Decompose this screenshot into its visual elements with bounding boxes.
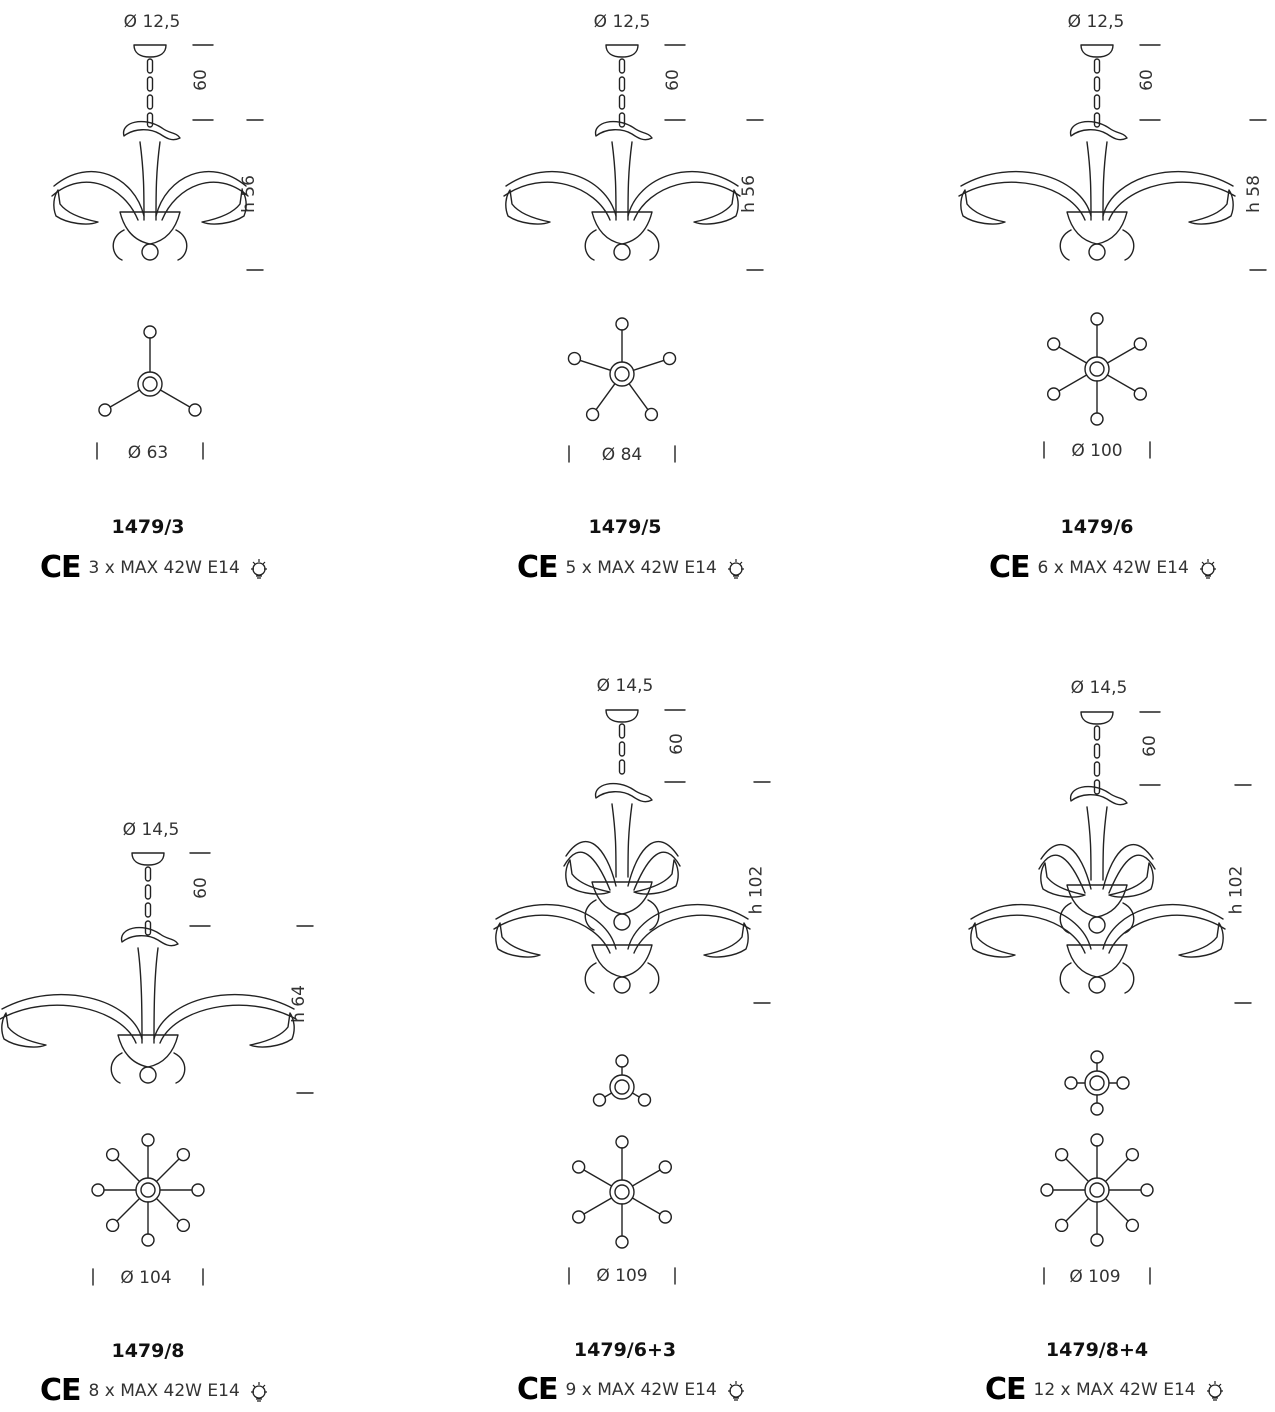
lamp-spec: 9 x MAX 42W E14 — [565, 1380, 717, 1400]
tier-curl — [585, 230, 596, 260]
tier-tulip — [694, 190, 738, 224]
chain-link — [148, 77, 153, 91]
plan-bulb — [1048, 338, 1060, 350]
chain-height-label: 60 — [662, 69, 683, 91]
plan-arm — [156, 1198, 179, 1221]
plan-arm — [605, 1093, 612, 1097]
canopy-diameter-label: Ø 12,5 — [593, 12, 651, 32]
plan-bulb — [1134, 388, 1146, 400]
plan-bulb — [177, 1219, 189, 1231]
tier-arm — [504, 182, 610, 220]
tier-tulip — [250, 1013, 294, 1047]
overall-diameter-label: Ø 104 — [120, 1268, 172, 1288]
crown-scroll — [596, 122, 652, 140]
upper-tier-bowl — [592, 882, 652, 914]
chain-link — [620, 77, 625, 91]
plan-bulb — [1065, 1077, 1077, 1089]
lower-tier-arm — [971, 905, 1091, 949]
tier-arm — [506, 172, 616, 216]
chain-height-label: 60 — [666, 733, 687, 755]
canopy-diameter-label: Ø 12,5 — [1067, 12, 1125, 32]
plan-arm — [1066, 1198, 1089, 1221]
tier-finial — [142, 244, 158, 260]
tier-arm — [52, 182, 138, 220]
ce-mark-icon: CE — [40, 550, 81, 585]
chain-height-label: 60 — [190, 69, 211, 91]
plan-bulb — [1056, 1149, 1068, 1161]
model-number: 1479/3 — [111, 516, 185, 538]
lower-tier-tulip — [971, 923, 1015, 957]
model-number: 1479/6 — [1060, 516, 1134, 538]
plan-hub-outer — [610, 1180, 634, 1204]
lower-tier-arm — [628, 905, 748, 949]
lower-tier-curl — [1060, 963, 1071, 993]
plan-bulb — [645, 408, 657, 420]
crown-scroll — [596, 784, 652, 802]
plan-hub-outer — [1085, 357, 1109, 381]
plan-arm — [584, 1198, 612, 1214]
plan-bulb — [142, 1134, 154, 1146]
body-height-label: h 56 — [238, 175, 259, 213]
chain-link — [148, 59, 153, 73]
chain-link — [1095, 113, 1100, 127]
chain-link — [146, 903, 151, 917]
chain-link — [148, 95, 153, 109]
ce-mark-icon: CE — [517, 1372, 558, 1407]
plan-arm — [584, 1170, 612, 1186]
chain-link — [1095, 744, 1100, 758]
plan-arm — [596, 384, 615, 410]
plan-arm — [632, 1170, 660, 1186]
lower-tier-arm — [496, 905, 616, 949]
canopy — [134, 45, 166, 57]
tier-tulip — [2, 1013, 46, 1047]
overall-diameter-label: Ø 100 — [1071, 441, 1123, 461]
canopy-diameter-label: Ø 14,5 — [1070, 678, 1128, 698]
lamp-spec: 5 x MAX 42W E14 — [565, 558, 717, 578]
upper-tier-curl — [1060, 903, 1071, 933]
chain-link — [620, 724, 625, 738]
plan-arm — [580, 360, 610, 370]
lower-tier-tulip — [496, 923, 540, 957]
plan-bulb — [1091, 1103, 1103, 1115]
tier-tulip — [202, 190, 246, 224]
plan-bulb — [177, 1149, 189, 1161]
lower-tier-bowl — [592, 945, 652, 977]
tier-tulip — [506, 190, 550, 224]
tier-tulip — [961, 190, 1005, 224]
chain-height-label: 60 — [1136, 69, 1157, 91]
plan-bulb — [573, 1211, 585, 1223]
plan-arm — [1107, 347, 1135, 363]
plan-bulb — [107, 1219, 119, 1231]
overall-diameter-label: Ø 63 — [127, 443, 169, 463]
canopy — [606, 710, 638, 722]
body-height-label: h 56 — [738, 175, 759, 213]
body-height-label: h 64 — [288, 985, 309, 1023]
plan-arm — [1059, 347, 1087, 363]
chain-height-label: 60 — [1139, 735, 1160, 757]
tier-finial — [614, 244, 630, 260]
tier-bowl — [1067, 212, 1127, 244]
chain-link — [620, 59, 625, 73]
crown-scroll — [1071, 787, 1127, 805]
chain-link — [1095, 726, 1100, 740]
tier-tulip — [54, 190, 98, 224]
body-height-label: h 102 — [1226, 865, 1247, 915]
crown-scroll — [1071, 122, 1127, 140]
plan-bulb — [1091, 1234, 1103, 1246]
tier-bowl — [118, 1035, 178, 1067]
plan-bulb — [664, 353, 676, 365]
plan-hub-outer — [610, 362, 634, 386]
plan-bulb — [1041, 1184, 1053, 1196]
plan-arm — [156, 1159, 179, 1182]
stem — [628, 804, 632, 877]
tier-finial — [140, 1067, 156, 1083]
plan-arm — [117, 1159, 140, 1182]
tier-curl — [174, 1053, 185, 1083]
tier-arm — [628, 172, 738, 216]
plan-bulb — [616, 1055, 628, 1067]
plan-hub-inner — [615, 1080, 629, 1094]
canopy-diameter-label: Ø 12,5 — [123, 12, 181, 32]
model-number: 1479/8+4 — [1045, 1339, 1149, 1361]
plan-bulb — [659, 1161, 671, 1173]
tier-arm — [2, 995, 142, 1039]
crown-scroll — [124, 122, 180, 140]
plan-bulb — [142, 1234, 154, 1246]
lower-tier-tulip — [704, 923, 748, 957]
upper-tier-curl — [1123, 903, 1134, 933]
plan-bulb — [639, 1094, 651, 1106]
tier-arm — [1103, 172, 1233, 216]
canopy — [1081, 712, 1113, 724]
canopy-diameter-label: Ø 14,5 — [596, 676, 654, 696]
plan-bulb — [1091, 413, 1103, 425]
lamp-spec: 6 x MAX 42W E14 — [1037, 558, 1189, 578]
upper-tier-finial — [614, 914, 630, 930]
plan-bulb — [1091, 313, 1103, 325]
plan-hub-inner — [1090, 362, 1104, 376]
stem — [1087, 807, 1091, 880]
chain-link — [1095, 762, 1100, 776]
plan-bulb — [568, 353, 580, 365]
model-number: 1479/6+3 — [573, 1339, 677, 1361]
plan-bulb — [144, 326, 156, 338]
crown-scroll — [122, 928, 178, 946]
ce-mark-icon: CE — [985, 1372, 1026, 1407]
tier-curl — [1060, 230, 1071, 260]
plan-bulb — [587, 408, 599, 420]
tier-arm — [156, 172, 246, 216]
tier-finial — [1089, 244, 1105, 260]
tier-curl — [111, 1053, 122, 1083]
plan-bulb — [192, 1184, 204, 1196]
stem — [1103, 807, 1107, 880]
plan-bulb — [1091, 1051, 1103, 1063]
plan-bulb — [616, 1136, 628, 1148]
upper-tier-arm — [1103, 845, 1153, 889]
tier-arm — [54, 172, 144, 216]
tier-arm — [961, 172, 1091, 216]
tier-arm — [154, 995, 294, 1039]
plan-bulb — [1091, 1134, 1103, 1146]
overall-diameter-label: Ø 109 — [596, 1266, 648, 1286]
plan-arm — [1066, 1159, 1089, 1182]
lamp-spec: 12 x MAX 42W E14 — [1033, 1380, 1196, 1400]
plan-bulb — [573, 1161, 585, 1173]
plan-arm — [632, 1198, 660, 1214]
plan-arm — [160, 390, 189, 407]
lower-tier-bowl — [1067, 945, 1127, 977]
tier-curl — [176, 230, 187, 260]
chain-link — [620, 760, 625, 774]
overall-diameter-label: Ø 84 — [601, 445, 643, 465]
plan-bulb — [107, 1149, 119, 1161]
tier-arm — [634, 182, 740, 220]
plan-bulb — [616, 1236, 628, 1248]
lower-tier-finial — [614, 977, 630, 993]
plan-arm — [1105, 1198, 1128, 1221]
plan-hub-outer — [610, 1075, 634, 1099]
plan-hub-inner — [615, 1185, 629, 1199]
upper-tier-bowl — [1067, 885, 1127, 917]
plan-hub-outer — [138, 372, 162, 396]
plan-bulb — [1048, 388, 1060, 400]
plan-bulb — [593, 1094, 605, 1106]
tier-tulip — [1189, 190, 1233, 224]
ce-mark-icon: CE — [989, 550, 1030, 585]
tier-arm — [1109, 182, 1235, 220]
plan-arm — [629, 384, 648, 410]
chain-height-label: 60 — [190, 877, 211, 899]
overall-diameter-label: Ø 109 — [1069, 1267, 1121, 1287]
tier-bowl — [120, 212, 180, 244]
plan-bulb — [1126, 1219, 1138, 1231]
plan-bulb — [1141, 1184, 1153, 1196]
chain-link — [1095, 95, 1100, 109]
tier-curl — [113, 230, 124, 260]
plan-hub-inner — [1090, 1183, 1104, 1197]
lower-tier-finial — [1089, 977, 1105, 993]
lower-tier-curl — [648, 963, 659, 993]
tier-arm — [162, 182, 248, 220]
tier-curl — [648, 230, 659, 260]
plan-bulb — [189, 404, 201, 416]
lower-tier-curl — [585, 963, 596, 993]
canopy-diameter-label: Ø 14,5 — [122, 820, 180, 840]
plan-arm — [1059, 375, 1087, 391]
plan-bulb — [1126, 1149, 1138, 1161]
plan-arm — [632, 1093, 639, 1097]
chain-link — [620, 742, 625, 756]
chain-link — [146, 867, 151, 881]
plan-hub-outer — [1085, 1071, 1109, 1095]
plan-bulb — [616, 318, 628, 330]
canopy — [132, 853, 164, 865]
plan-bulb — [92, 1184, 104, 1196]
chain-link — [1095, 59, 1100, 73]
body-height-label: h 58 — [1243, 175, 1264, 213]
lamp-spec: 8 x MAX 42W E14 — [88, 1381, 240, 1401]
model-number: 1479/8 — [111, 1340, 185, 1362]
upper-tier-arm — [566, 842, 616, 886]
plan-bulb — [1117, 1077, 1129, 1089]
lower-tier-arm — [1103, 905, 1223, 949]
tier-bowl — [592, 212, 652, 244]
plan-arm — [1107, 375, 1135, 391]
chain-link — [146, 885, 151, 899]
stem — [612, 804, 616, 877]
plan-arm — [117, 1198, 140, 1221]
model-number: 1479/5 — [588, 516, 662, 538]
canopy — [606, 45, 638, 57]
chain-link — [1095, 77, 1100, 91]
plan-bulb — [1056, 1219, 1068, 1231]
plan-bulb — [659, 1211, 671, 1223]
chain-link — [620, 113, 625, 127]
lower-tier-curl — [1123, 963, 1134, 993]
plan-bulb — [1134, 338, 1146, 350]
plan-arm — [1105, 1159, 1128, 1182]
plan-hub-inner — [1090, 1076, 1104, 1090]
body-height-label: h 102 — [746, 865, 767, 915]
plan-hub-inner — [143, 377, 157, 391]
chain-link — [148, 113, 153, 127]
plan-arm — [633, 360, 663, 370]
tier-curl — [1123, 230, 1134, 260]
upper-tier-arm — [628, 842, 678, 886]
tier-arm — [959, 182, 1085, 220]
upper-tier-finial — [1089, 917, 1105, 933]
plan-hub-inner — [615, 367, 629, 381]
ce-mark-icon: CE — [40, 1373, 81, 1408]
canopy — [1081, 45, 1113, 57]
plan-bulb — [99, 404, 111, 416]
plan-arm — [110, 390, 139, 407]
lamp-spec: 3 x MAX 42W E14 — [88, 558, 240, 578]
lower-tier-tulip — [1179, 923, 1223, 957]
upper-tier-arm — [1041, 845, 1091, 889]
plan-hub-inner — [141, 1183, 155, 1197]
ce-mark-icon: CE — [517, 550, 558, 585]
chain-link — [620, 95, 625, 109]
